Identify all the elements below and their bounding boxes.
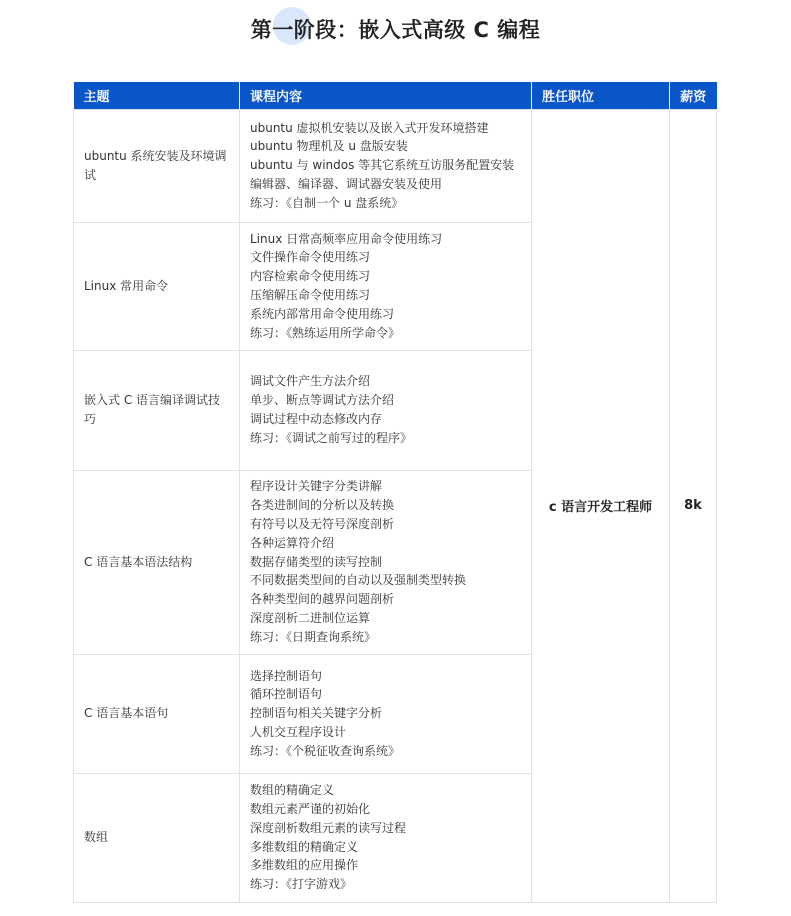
content-item: 数组元素严谨的初始化 — [250, 801, 371, 816]
content-item: ubuntu 物理机及 u 盘版安装 — [250, 139, 408, 154]
content-item: 练习：《打字游戏》 — [250, 877, 353, 892]
content-item: 练习：《日期查询系统》 — [250, 629, 377, 644]
content-item: Linux 日常高频率应用命令使用练习 — [250, 231, 443, 246]
content-item: 调试文件产生方法介绍 — [250, 374, 371, 389]
content-item: 各种类型间的越界问题剖析 — [250, 592, 395, 607]
page-title: 第一阶段：嵌入式高级 C 编程 — [250, 18, 541, 42]
row-topic: 嵌入式 C 语言编译调试技巧 — [74, 350, 240, 470]
title-area — [0, 0, 791, 60]
table-header-row — [74, 82, 717, 109]
row-content — [240, 109, 532, 222]
content-item: 各种运算符介绍 — [250, 535, 335, 550]
row-content — [240, 222, 532, 350]
content-item: 数组的精确定义 — [250, 783, 335, 798]
content-item: 内容检索命令使用练习 — [250, 269, 371, 284]
row-content — [240, 773, 532, 902]
content-item: 不同数据类型间的自动以及强制类型转换 — [250, 573, 467, 588]
row-content — [240, 470, 532, 654]
content-item: 文件操作命令使用练习 — [250, 250, 371, 265]
header-job: 胜任职位 — [532, 82, 670, 109]
row-content — [240, 350, 532, 470]
content-item: 循环控制语句 — [250, 687, 323, 702]
header-topic: 主题 — [74, 82, 240, 109]
content-item: 编辑器、编译器、调试器安装及使用 — [250, 176, 443, 191]
header-content: 课程内容 — [240, 82, 532, 109]
content-item: 程序设计关键字分类讲解 — [250, 479, 383, 494]
row-topic: Linux 常用命令 — [74, 222, 240, 350]
content-item: 压缩解压命令使用练习 — [250, 288, 371, 302]
table-row — [74, 109, 717, 222]
content-item: 练习：《熟练运用所学命令》 — [250, 325, 401, 340]
content-item: ubuntu 虚拟机安装以及嵌入式开发环境搭建 — [250, 120, 489, 135]
job-title-cell: c 语言开发工程师 — [532, 109, 670, 902]
content-item: 练习：《自制一个 u 盘系统》 — [250, 195, 404, 210]
content-item: 系统内部常用命令使用练习 — [250, 306, 395, 321]
content-item: 调试过程中动态修改内存 — [250, 412, 383, 426]
header-salary: 薪资 — [670, 82, 717, 109]
content-item: 人机交互程序设计 — [250, 724, 347, 739]
content-item: 选择控制语句 — [250, 668, 323, 683]
content-item: 单步、断点等调试方法介绍 — [250, 393, 395, 408]
content-item: 深度剖析数组元素的读写过程 — [250, 820, 407, 835]
content-item: 各类进制间的分析以及转换 — [250, 498, 395, 513]
salary-cell: 8k — [670, 109, 717, 902]
content-item: ubuntu 与 windos 等其它系统互访服务配置安装 — [250, 158, 515, 173]
row-topic: C 语言基本语法结构 — [74, 470, 240, 654]
content-item: 多维数组的精确定义 — [250, 839, 359, 854]
curriculum-table — [73, 82, 717, 903]
row-topic: 数组 — [74, 773, 240, 902]
content-item: 深度剖析二进制位运算 — [250, 610, 371, 625]
content-item: 控制语句相关关键字分析 — [250, 706, 383, 721]
row-content — [240, 654, 532, 773]
content-item: 练习：《调试之前写过的程序》 — [250, 430, 413, 445]
row-topic: ubuntu 系统安装及环境调试 — [74, 109, 240, 222]
content-item: 有符号以及无符号深度剖析 — [250, 517, 395, 531]
content-item: 多维数组的应用操作 — [250, 858, 359, 873]
content-item: 数据存储类型的读写控制 — [250, 554, 383, 569]
row-topic: C 语言基本语句 — [74, 654, 240, 773]
content-item: 练习：《个税征收查询系统》 — [250, 743, 401, 758]
